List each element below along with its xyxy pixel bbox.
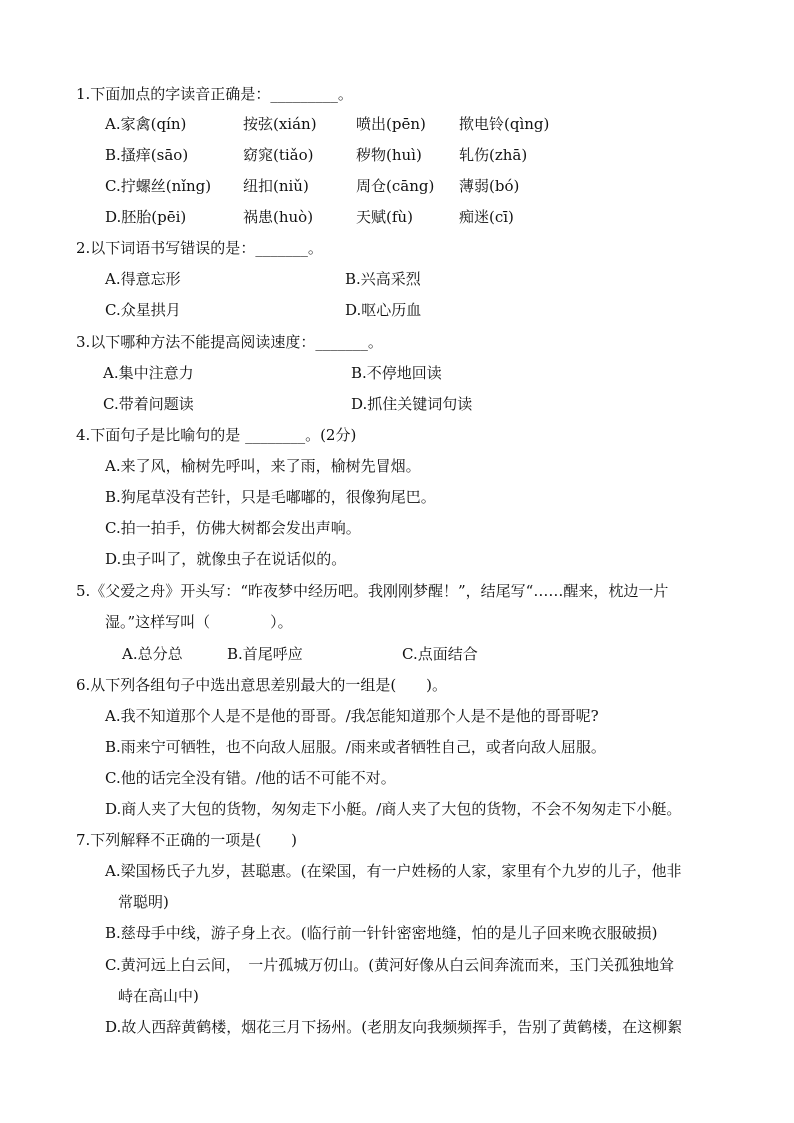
q7-option-c-line2: 峙在高山中)	[118, 987, 199, 1005]
q4-stem: 4.下面句子是比喻句的是 ________。(2分)	[76, 426, 357, 444]
q1-b-1: B.搔痒(sāo)	[105, 146, 189, 164]
q7-option-a-line1: A.梁国杨氏子九岁，甚聪惠。(在梁国，有一户姓杨的人家，家里有个九岁的儿子，他非	[105, 862, 682, 880]
q1-d-2: 祸患(huò)	[243, 208, 314, 226]
q1-d-4: 痴迷(cī)	[459, 208, 514, 226]
q1-a-3: 喷出(pēn)	[356, 115, 426, 133]
q1-c-3: 周仓(cāng)	[356, 177, 435, 195]
q5-option-c: C.点面结合	[402, 645, 478, 663]
q3-option-a: A.集中注意力	[103, 364, 194, 382]
q2-stem: 2.以下词语书写错误的是：_______。	[76, 239, 323, 257]
q2-option-a: A.得意忘形	[105, 270, 181, 288]
q1-c-1: C.拧螺丝(nǐng)	[105, 177, 212, 195]
q2-option-c: C.众星拱月	[105, 301, 181, 319]
q1-stem: 1.下面加点的字读音正确是：_________。	[76, 85, 353, 103]
q3-option-c: C.带着问题读	[103, 395, 194, 413]
q6-option-d: D.商人夹了大包的货物，匆匆走下小艇。/商人夹了大包的货物，不会不匆匆走下小艇。	[105, 800, 682, 818]
q4-option-d: D.虫子叫了，就像虫子在说话似的。	[105, 550, 347, 568]
q1-d-3: 天赋(fù)	[356, 208, 413, 226]
q4-option-c: C.拍一拍手，仿佛大树都会发出声响。	[105, 519, 361, 537]
q7-option-b-line1: B.慈母手中线，游子身上衣。(临行前一针针密密地缝，怕的是儿子回来晚衣服破损)	[105, 924, 658, 942]
q6-option-a: A.我不知道那个人是不是他的哥哥。/我怎能知道那个人是不是他的哥哥呢?	[105, 707, 599, 725]
q2-option-b: B.兴高采烈	[345, 270, 421, 288]
q3-option-d: D.抓住关键词句读	[351, 395, 473, 413]
q7-stem: 7.下列解释不正确的一项是( )	[76, 831, 298, 849]
q1-a-1: A.家禽(qín)	[105, 115, 187, 133]
q1-d-1: D.胚胎(pēi)	[105, 208, 187, 226]
q6-stem: 6.从下列各组句子中选出意思差别最大的一组是( )。	[76, 676, 448, 694]
q4-option-b: B.狗尾草没有芒针，只是毛嘟嘟的，很像狗尾巴。	[105, 488, 436, 506]
q4-option-a: A.来了风，榆树先呼叫，来了雨，榆树先冒烟。	[105, 457, 421, 475]
q1-b-4: 轧伤(zhā)	[459, 146, 528, 164]
q7-option-a-line2: 常聪明)	[118, 893, 169, 911]
q1-b-3: 秽物(huì)	[356, 146, 422, 164]
q7-option-c-line1: C.黄河远上白云间， 一片孤城万仞山。(黄河好像从白云间奔流而来，玉门关孤独地耸	[105, 956, 675, 974]
q7-option-d-line1: D.故人西辞黄鹤楼，烟花三月下扬州。(老朋友向我频频挥手，告别了黄鹤楼，在这柳絮	[105, 1018, 683, 1036]
q6-option-c: C.他的话完全没有错。/他的话不可能不对。	[105, 769, 396, 787]
q1-b-2: 窈窕(tiǎo)	[243, 146, 314, 164]
q3-option-b: B.不停地回读	[351, 364, 442, 382]
q1-a-2: 按弦(xián)	[243, 115, 317, 133]
q5-option-a: A.总分总	[122, 645, 183, 663]
q1-a-4: 揿电铃(qìng)	[459, 115, 550, 133]
q1-c-2: 纽扣(niǔ)	[243, 177, 309, 195]
q5-option-b: B.首尾呼应	[227, 645, 303, 663]
q5-stem-line1: 5.《父爱之舟》开头写：“昨夜梦中经历吧。我刚刚梦醒！”，结尾写“……醒来，枕边一片	[76, 582, 669, 600]
q5-stem-line2: 湿。”这样写叫（ ）。	[105, 613, 293, 631]
q3-stem: 3.以下哪种方法不能提高阅读速度：_______。	[76, 333, 383, 351]
q1-c-4: 薄弱(bó)	[459, 177, 520, 195]
q2-option-d: D.呕心历血	[345, 301, 422, 319]
q6-option-b: B.雨来宁可牺牲，也不向敌人屈服。/雨来或者牺牲自己，或者向敌人屈服。	[105, 738, 606, 756]
